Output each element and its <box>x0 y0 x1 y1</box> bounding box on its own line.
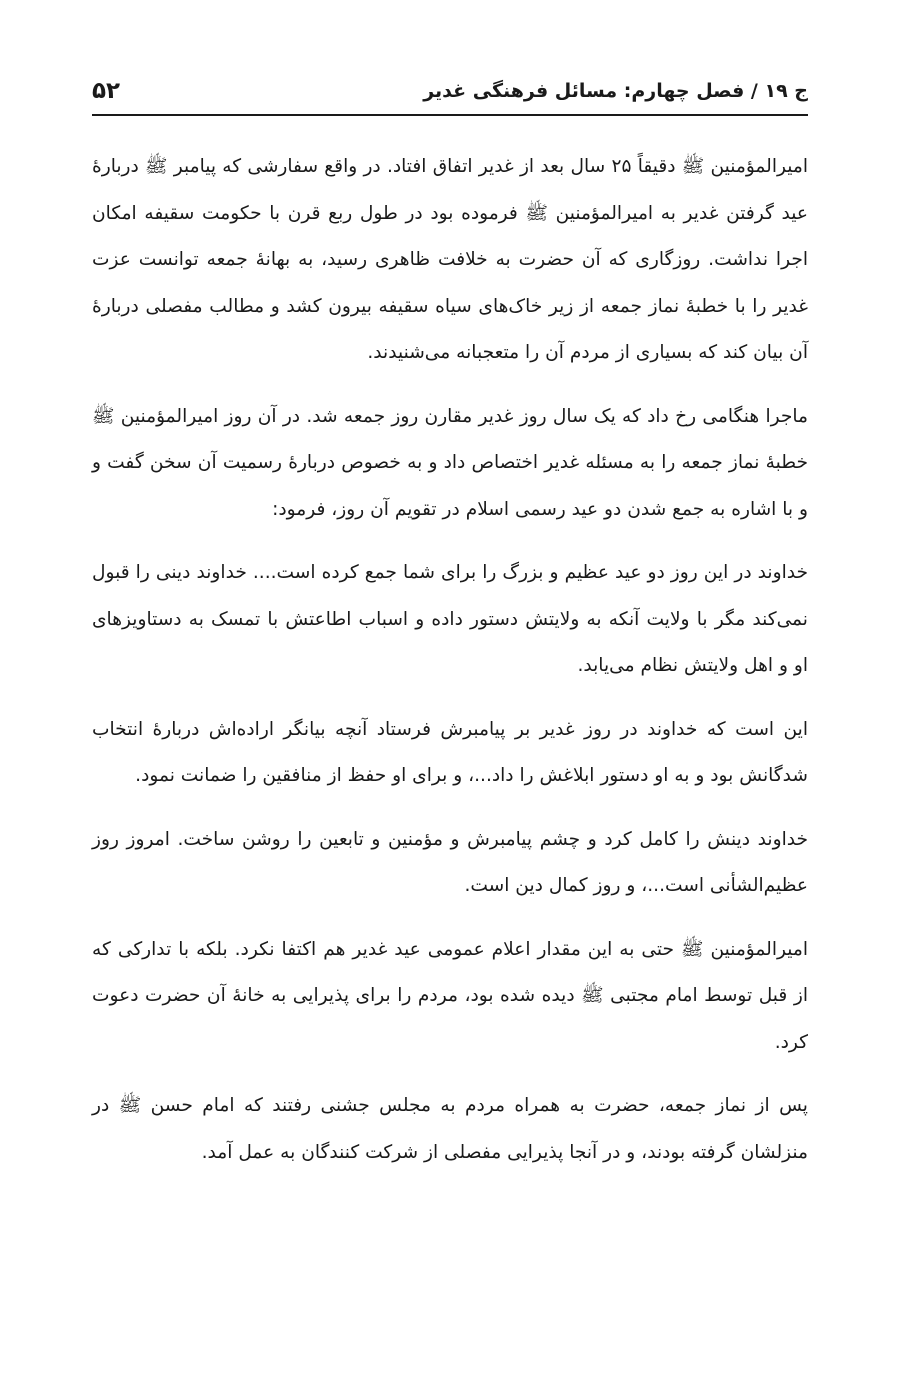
quote-paragraph-2: این است که خداوند در روز غدیر بر پیامبرش فرستاد آنچه بیانگر اراده‌اش دربارۀ انتخاب شدگانش بود و به او دستور ابلاغش را داد...، و برای او حفظ از منافقین را ضمانت نمود. <box>92 718 808 786</box>
paragraph-7: پس از نماز جمعه، حضرت به همراه مردم به مجلس جشنی رفتند که امام حسن ﷺ در منزلشان گرفته بودند، و در آنجا پذیرایی مفصلی از شرکت کنندگان به عمل آمد. <box>92 1095 808 1163</box>
paragraph-2: ماجرا هنگامی رخ داد که یک سال روز غدیر مقارن روز جمعه شد. در آن روز امیرالمؤمنین ﷺ خطبۀ نماز جمعه را به مسئله غدیر اختصاص داد و به خصوص دربارۀ رسمیت آن سخن گفت و و با اشاره به جمع شدن دو عید رسمی اسلام در تقویم آن روز، فرمود: <box>92 405 808 520</box>
paragraph-1: امیرالمؤمنین ﷺ دقیقاً ۲۵ سال بعد از غدیر اتفاق افتاد. در واقع سفارشی که پیامبر ﷺ دربارۀ عید گرفتن غدیر به امیرالمؤمنین ﷺ فرموده بود در طول ربع قرن با حکومت سقیفه امکان اجرا نداشت. روزگاری که آن حضرت به خلافت ظاهری رسید، به بهانۀ جمعه توانست عزت غدیر را با خطبۀ نماز جمعه از زیر خاک‌های سیاه سقیفه بیرون کشد و مطالب مفصلی دربارۀ آن بیان کند که بسیاری از مردم آن را متعجبانه می‌شنیدند. <box>92 156 808 363</box>
quote-paragraph-1: خداوند در این روز دو عید عظیم و بزرگ را برای شما جمع کرده است.... خداوند دینی را قبول نمی‌کند مگر با ولایت آنکه به ولایتش دستور داده و اسباب اطاعتش با تمسک به دستاویزهای او و اهل ولایتش نظام می‌یابد. <box>92 562 808 676</box>
running-title: ج ۱۹ / فصل چهارم: مسائل فرهنگی غدیر <box>423 80 808 102</box>
body-text <box>92 144 808 1193</box>
page-number: ۵۲ <box>92 78 121 104</box>
paragraph-6: امیرالمؤمنین ﷺ حتی به این مقدار اعلام عمومی عید غدیر هم اکتفا نکرد. بلکه با تدارکی که از قبل توسط امام مجتبی ﷺ دیده شده بود، مردم را برای پذیرایی به خانۀ آن حضرت دعوت کرد. <box>92 938 808 1053</box>
running-header <box>92 68 808 116</box>
quote-paragraph-3: خداوند دینش را کامل کرد و چشم پیامبرش و مؤمنین و تابعین را روشن ساخت. امروز روز عظیم‌الشأنی است...، و روز کمال دین است. <box>92 828 808 896</box>
